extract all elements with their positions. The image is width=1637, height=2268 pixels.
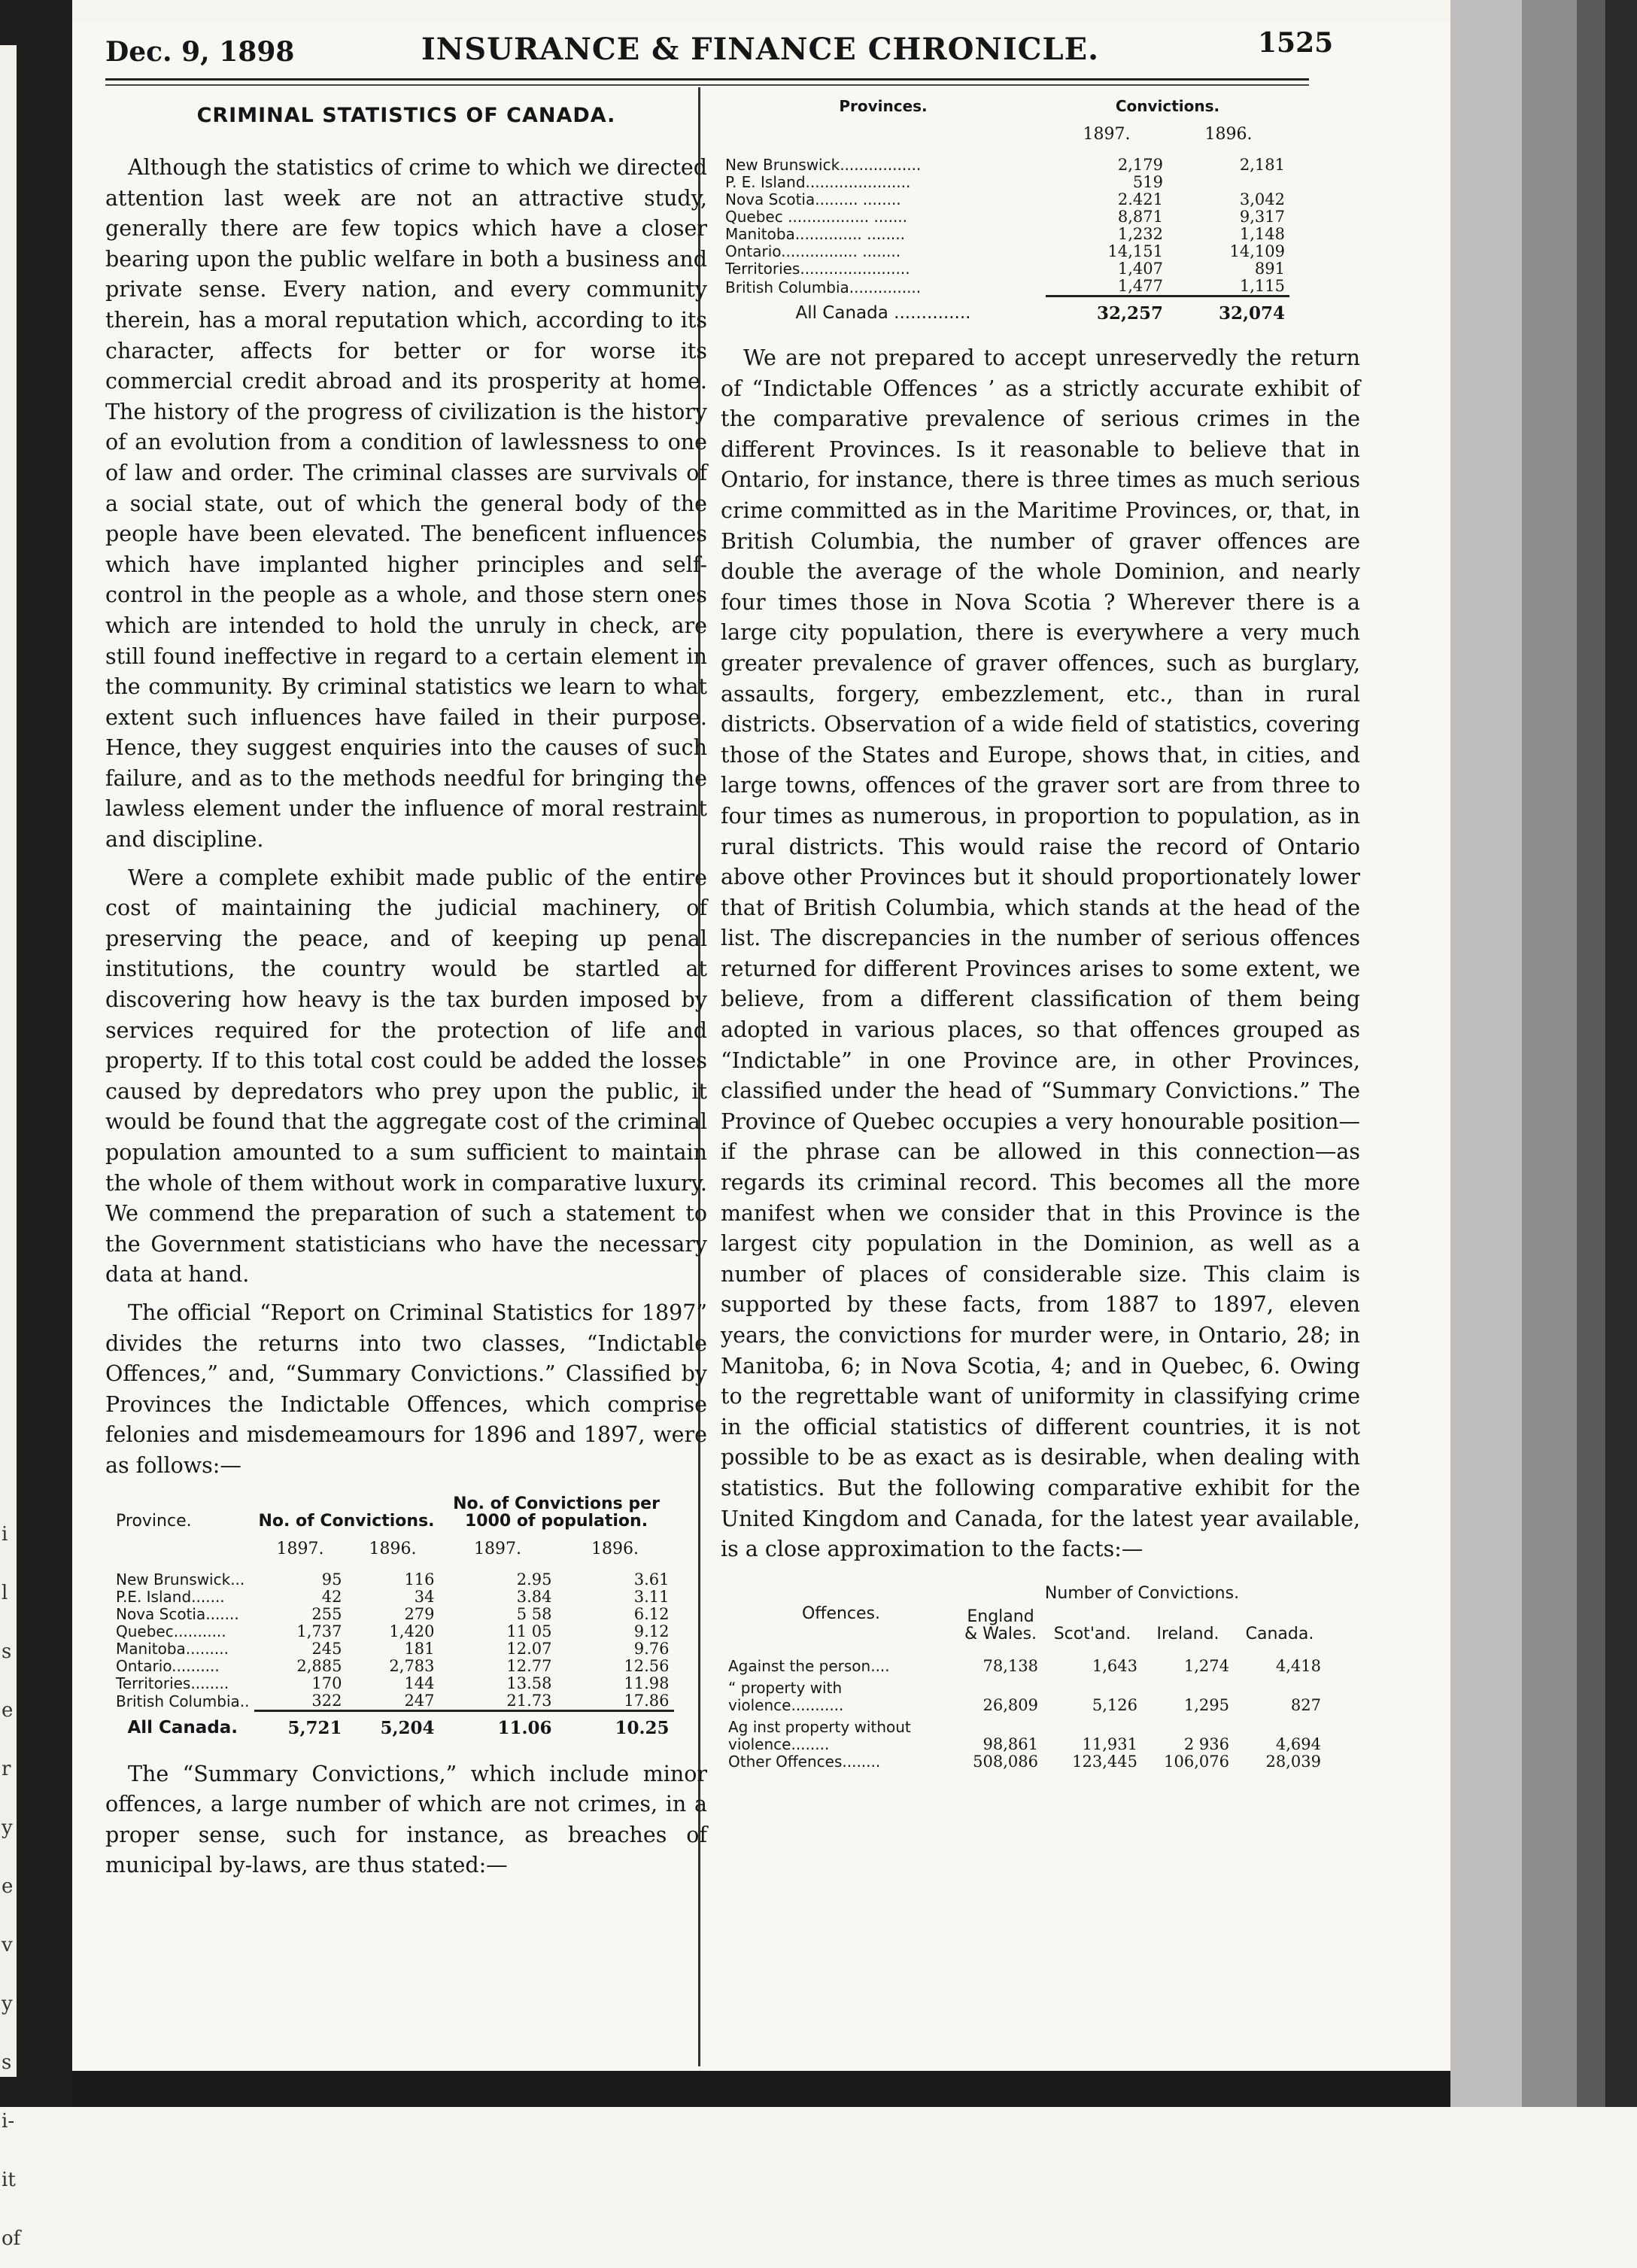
header-rule: [105, 78, 1309, 81]
paragraph-2: Were a complete exhibit made public of the entire cost of maintaining the judicial machinery, of preserving the peace, and of keeping up penal institutions, the country would be startled at discovering how heavy is the tax burden imposed by services required for the protection of life and property. If to this total cost could be added the losses caused by depredators who prey upon the public, it would be found that the aggregate cost of the criminal population amounted to a sum sufficient to maintain the whole of them without work in comparative luxury. We commend the preparation of such a statement to the Government statisticians who have the necessary data at hand.: [105, 865, 707, 1288]
col-province: Province.: [116, 1511, 192, 1531]
col-per-1000: No. of Convictions per 1000 of population.: [453, 1494, 660, 1531]
year-header: 1896.: [369, 1539, 417, 1558]
table-row: Ontario................ ........ 14,151 14,109: [725, 242, 1285, 260]
issue-date: Dec. 9, 1898: [105, 36, 295, 68]
table-row: Against the person.... 78,138 1,643 1,274 4,418: [728, 1656, 1321, 1675]
table-row: Other Offences........ 508,086 123,445 106,076 28,039: [728, 1752, 1321, 1771]
col-scotland: Scot'and.: [1053, 1624, 1131, 1643]
table-total-row: All Canada .............. 32,257 32,074: [721, 296, 1289, 323]
col-convictions: No. of Convictions.: [258, 1511, 435, 1531]
page-number: 1525: [1258, 27, 1334, 59]
left-column: [105, 98, 707, 1881]
table-row: Manitoba......... 245 181 12.07 9.76: [116, 1639, 670, 1658]
table-row: British Columbia.. 322 247 21.73 17.86: [116, 1691, 670, 1711]
table-row: Quebec ................. ....... 8,871 9,317: [725, 208, 1285, 226]
table-row: Nova Scotia......... ........ 2.421 3,042: [725, 190, 1285, 208]
table-row: “ property with violence........... 26,809 5,126 1,295 827: [728, 1678, 1321, 1714]
paragraph-5: We are not prepared to accept unreservedly the return of “Indictable Offences ’ as a strictly accurate exhibit of the comparative prevalence of serious crimes in the different Provinces. Is it reasonable to believe that in Ontario, for instance, there is three times as much serious crime committed as in the Maritime Provinces, or, that, in British Columbia, the number of graver offences are double the average of the whole Dominion, and nearly four times those in Nova Scotia ? Wherever there is a large city population, there is everywhere a very much greater prevalence of graver offences, such as burglary, assaults, forgery, embezzlement, etc., than in rural districts. Observation of a wide field of statistics, covering those of the States and Europe, shows that, in cities, and large towns, offences of the graver sort are from three to four times as numerous, in proportion to population, as in rural districts. This would raise the record of Ontario above other Provinces but it should proportionately lower that of British Columbia, which stands at the head of the list. The discrepancies in the number of serious offences returned for different Provinces arises to some extent, we believe, from a different classification of them being adopted in various places, so that offences grouped as “Indictable” in one Province are, in other Provinces, classified under the head of “Summary Convictions.” The Province of Quebec occupies a very honourable position—if the phrase can be allowed in this connection—as regards its criminal record. This becomes all the more manifest when we consider that in this Province is the largest city population in the Dominion, as well as a number of places of considerable size. This claim is supported by these facts, from 1887 to 1897, eleven years, the convictions for murder were, in Ontario, 28; in Manitoba, 6; in Nova Scotia, 4; and in Quebec, 6. Owing to the regrettable want of uniformity in classifying crime in the official statistics of different countries, it is not possible to be as exact as is desirable, when dealing with statistics. But the following comparative exhibit for the United Kingdom and Canada, for the latest year available, is a close approximation to the facts:—: [721, 345, 1360, 1562]
right-column: [721, 83, 1360, 1771]
table-row: P.E. Island....... 42 34 3.84 3.11: [116, 1587, 670, 1606]
year-header: 1897.: [1083, 125, 1131, 144]
table-total-row: All Canada. 5,721 5,204 11.06 10.25: [111, 1710, 674, 1737]
book-spine-edge: [1450, 0, 1637, 2107]
scan-border: [72, 2071, 1450, 2107]
year-header: 1897.: [474, 1539, 522, 1558]
table-row: British Columbia............... 1,477 1,115: [725, 277, 1285, 296]
table-row: Manitoba.............. ........ 1,232 1,148: [725, 225, 1285, 243]
table-row: New Brunswick... 95 116 2.95 3.61: [116, 1570, 670, 1589]
col-offences: Offences.: [801, 1604, 881, 1623]
article-title: CRIMINAL STATISTICS OF CANADA.: [196, 104, 616, 127]
publication-title: INSURANCE & FINANCE CHRONICLE.: [421, 32, 1100, 67]
col-ireland: Ireland.: [1156, 1624, 1219, 1643]
summary-convictions-table: [721, 98, 1289, 322]
table-row: Nova Scotia....... 255 279 5 58 6.12: [116, 1604, 670, 1623]
adjacent-page-fragment: i l s e r y e v y s i- it of: [2, 1523, 21, 2250]
col-canada: Canada.: [1245, 1624, 1314, 1643]
table-row: Territories....................... 1,407 891: [725, 260, 1285, 278]
indictable-offences-table: [111, 1495, 674, 1737]
paragraph-3: The official “Report on Criminal Statistics for 1897” divides the returns into two classes, “Indictable Offences,” and, “Summary Convictions.” Classified by Provinces the Indictable Offences, which comprise felonies and misdemeamours for 1896 and 1897, were as follows:—: [105, 1300, 707, 1478]
uk-canada-comparison-table: [724, 1585, 1326, 1771]
col-england: England & Wales.: [964, 1607, 1037, 1643]
col-number: Number of Convictions.: [1044, 1583, 1240, 1603]
table-row: Ontario.......... 2,885 2,783 12.77 12.56: [116, 1656, 670, 1675]
col-convictions: Convictions.: [1115, 97, 1220, 115]
table-row: P. E. Island...................... 519: [725, 173, 1163, 191]
paragraph-4: The “Summary Convictions,” which include minor offences, a large number of which are not crimes, in a proper sense, such for instance, as breaches of municipal by-laws, are thus stated:—: [105, 1761, 707, 1878]
paragraph-1: Although the statistics of crime to which we directed attention last week are not an attractive study, generally there are few topics which have a closer bearing upon the public welfare in both a business and private sense. Every nation, and every community therein, has a moral reputation which, according to its character, affects for better or for worse its commercial credit abroad and its prosperity at home. The history of the progress of civilization is the history of an evolution from a condition of lawlessness to one of law and order. The criminal classes are survivals of a social state, out of which the general body of the people have been elevated. The beneficent influences which have implanted higher principles and self-control in the people as a whole, and those stern ones which are intended to hold the unruly in check, are still found ineffective in regard to a certain element in the community. By criminal statistics we learn to what extent such influences have failed in their purpose. Hence, they suggest enquiries into the causes of such failure, and as to the methods needful for bringing the lawless element under the influence of moral restraint and discipline.: [105, 155, 707, 853]
year-header: 1897.: [276, 1539, 324, 1558]
table-row: Quebec........... 1,737 1,420 11 05 9.12: [116, 1622, 670, 1640]
col-provinces: Provinces.: [839, 97, 928, 115]
table-row: New Brunswick................. 2,179 2,181: [725, 156, 1285, 174]
year-header: 1896.: [591, 1539, 639, 1558]
year-header: 1896.: [1204, 125, 1253, 144]
table-row: Ag inst property without violence........ 98,861 11,931 2 936 4,694: [728, 1717, 1321, 1753]
table-row: Territories........ 170 144 13.58 11.98: [116, 1674, 670, 1692]
